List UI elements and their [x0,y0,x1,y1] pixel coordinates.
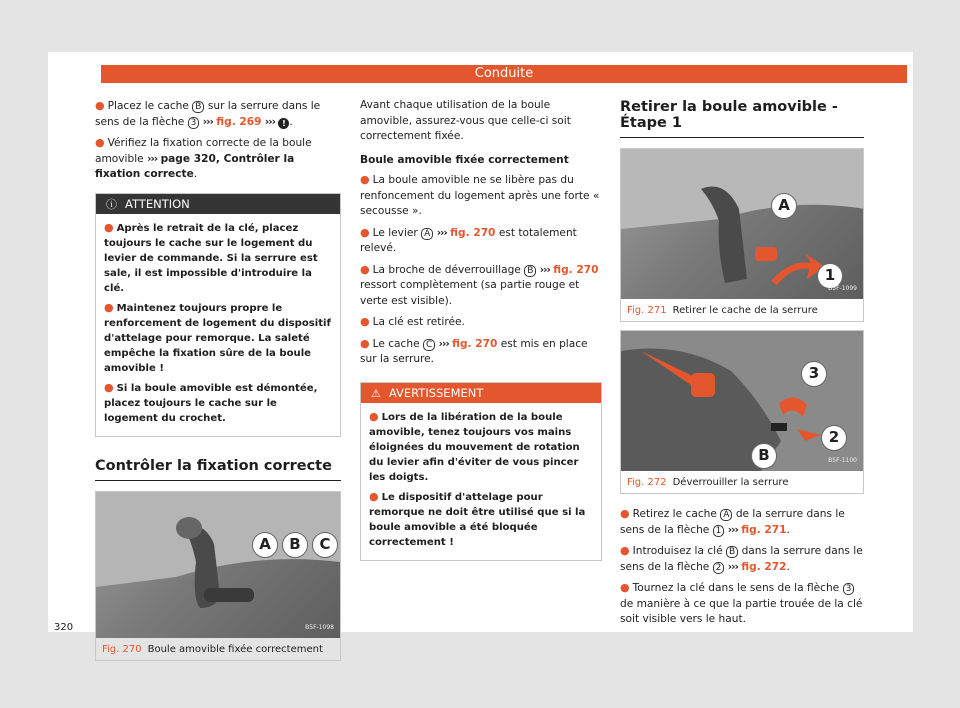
key-badge: 1 [713,525,725,537]
bullet-icon: ● [95,136,105,149]
callout-label: 1 [817,263,843,289]
column-right [620,100,864,633]
key-badge: B [192,101,204,113]
towbar-illustration [96,492,340,638]
figure-link[interactable]: fig. 272 [741,560,787,573]
key-badge: B [726,546,738,558]
bullet-item: ● Placez le cache B sur la serrure dans le sens de la flèche 3 ››› fig. 269 ››› ! . [95,99,321,128]
key-badge: A [720,509,732,521]
bullet-item: ● Introduisez la clé B dans la serrure dans le sens de la flèche 2 ››› fig. 272. [620,544,863,573]
steps-list [620,506,864,628]
intro-text: Avant chaque utilisation de la boule amovible, assurez-vous que celle-ci soit correctement fixée. [360,99,571,142]
attention-body [96,214,340,436]
callout-label: 2 [821,425,847,451]
bullet-icon: ● [369,489,379,503]
bullet-icon: ● [620,581,630,594]
section-title: Contrôler la fixation correcte [95,459,341,482]
figure-link[interactable]: fig. 270 [450,226,496,239]
chapter-header: Conduite [101,65,907,83]
attention-item: ● Après le retrait de la clé, placez toujours le cache sur le logement du levier de commande. Si la serrure est sale, il est impossible d'introduire la clé. [104,220,318,294]
manual-page [48,52,913,655]
bullet-icon: ● [360,225,370,239]
figure-272 [620,330,864,494]
figure-image [621,331,863,471]
bullet-item: ● La clé est retirée. [360,315,465,328]
bullet-icon: ● [104,380,114,394]
bullet-item: ● Le cache C ››› fig. 270 est mis en place sur la serrure. [360,336,588,365]
figure-image [621,149,863,299]
warning-header: ⚠ AVERTISSEMENT [361,383,601,403]
image-code: B5F-1099 [828,284,857,292]
key-badge: 2 [713,562,725,574]
bullet-icon: ● [360,315,370,328]
bullet-icon: ● [95,99,105,112]
bullet-icon: ● [104,220,114,234]
warning-item: ● Lors de la libération de la boule amovible, tenez toujours vos mains éloignées du mouvement de rotation du levier afin d'éviter de vous pincer les doigts. [369,409,580,483]
figure-caption: Fig. 270 Boule amovible fixée correctement [102,644,323,655]
bullet-item: ● Le levier A ››› fig. 270 est totalement relevé. [360,225,577,254]
page-number: 320 [54,622,74,633]
figure-link[interactable]: fig. 271 [741,523,787,536]
key-badge: 3 [843,583,855,595]
bullet-icon: ● [360,262,370,276]
column-left [95,98,341,661]
bullet-item: ● Tournez la clé dans le sens de la flèche 3 de manière à ce que la partie trouée de la clé soit visible vers le haut. [620,581,863,625]
attention-item: ● Maintenez toujours propre le renforcement de logement du dispositif d'attelage pour remorque. La saleté empêche la fixation sûre de la boule amovible ! [104,300,331,374]
bullet-item: ● La broche de déverrouillage B ››› fig. 270 ressort complètement (sa partie rouge et verte est visible). [360,262,599,307]
key-unlock-illustration [621,331,863,471]
bullet-icon: ● [369,409,379,423]
figure-270 [95,491,341,661]
column-middle [360,98,602,561]
figure-caption: Fig. 272 Déverrouiller la serrure [627,477,789,488]
bullet-icon: ● [104,300,114,314]
warning-triangle-icon: ⚠ [371,386,381,400]
bullet-icon: ● [620,507,630,520]
image-code: B5F-1100 [828,456,857,464]
section-title: Retirer la boule amovible - Étape 1 [620,100,864,138]
figure-link[interactable]: fig. 269 [216,115,262,128]
callout-label: C [312,532,338,558]
figure-link[interactable]: fig. 270 [553,263,599,276]
warning-icon[interactable]: ! [278,118,289,129]
bullet-item: ● La boule amovible ne se libère pas du renfoncement du logement après une forte « secousse ». [360,173,600,217]
attention-box [95,193,341,437]
figure-caption: Fig. 271 Retirer le cache de la serrure [627,305,818,316]
key-badge: C [423,339,435,351]
figure-link[interactable]: fig. 270 [452,337,498,350]
figure-271 [620,148,864,322]
bullet-icon: ● [620,544,630,557]
page-link[interactable]: page 320, Contrôler la fixation correcte [95,152,295,180]
bullet-icon: ● [360,336,370,350]
key-badge: B [524,265,536,277]
warning-box [360,382,602,561]
callout-label: A [771,193,797,219]
callout-label: A [252,532,278,558]
subheading: Boule amovible fixée correctement [360,153,569,166]
callout-label: 3 [801,361,827,387]
info-circle-icon: ⓘ [106,197,117,211]
attention-header: ⓘ ATTENTION [96,194,340,214]
figure-image [96,492,340,638]
key-badge: A [421,228,433,240]
image-code: B5F-1098 [305,623,334,631]
bullet-item: ● Vérifiez la fixation correcte de la boule amovible ››› page 320, Contrôler la fixation correcte. [95,136,312,180]
callout-label: B [751,443,777,469]
attention-item: ● Si la boule amovible est démontée, placez toujours le cache sur le logement du crochet. [104,380,318,424]
bullet-icon: ● [360,173,370,186]
bullet-item: ● Retirez le cache A de la serrure dans le sens de la flèche 1 ››› fig. 271. [620,507,845,536]
callout-label: B [282,532,308,558]
warning-item: ● Le dispositif d'attelage pour remorque ne doit être utilisé que si la boule amovible a été bloquée correctement ! [369,489,586,548]
warning-body [361,403,601,560]
key-badge: 3 [188,117,200,129]
